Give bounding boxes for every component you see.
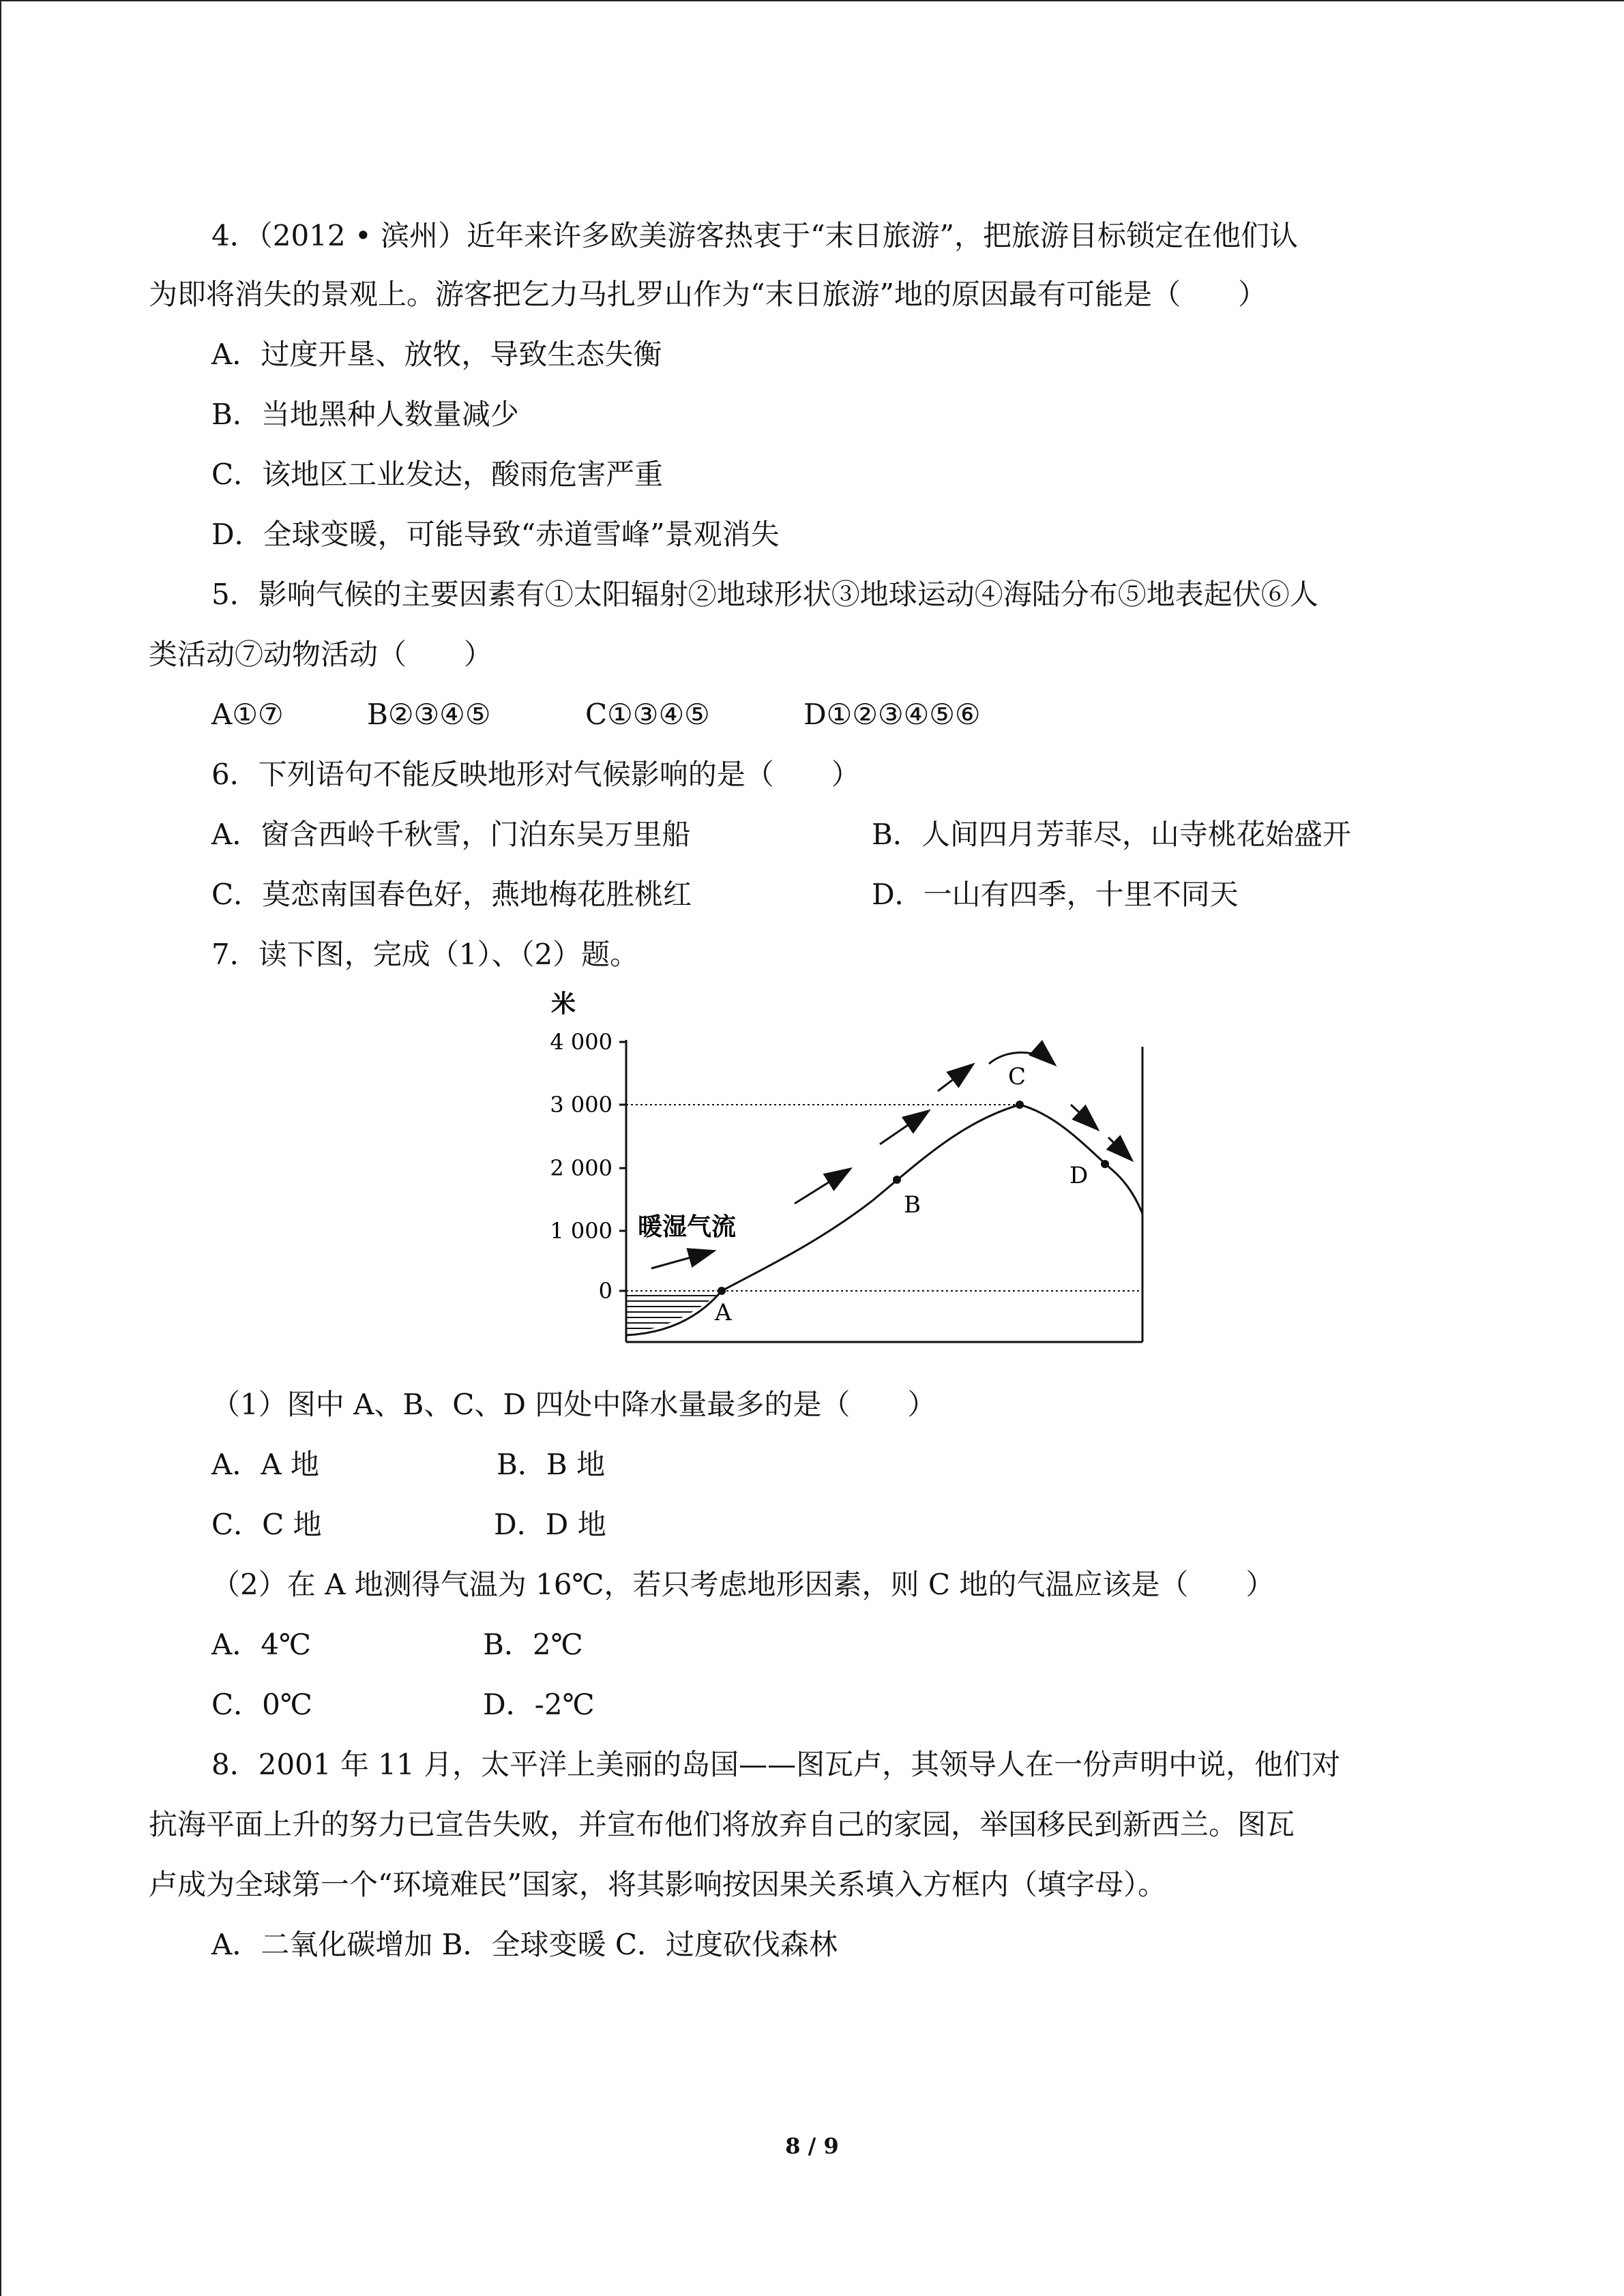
q7-sub2-stem: （2）在 A 地测得气温为 16℃，若只考虑地形因素，则 C 地的气温应该是（ ） xyxy=(211,1568,1275,1601)
q7-sub2-option-a: A．4℃ xyxy=(211,1628,312,1661)
q4-stem-line2: 为即将消失的景观上。游客把乞力马扎罗山作为“末日旅游”地的原因最有可能是（ ） xyxy=(149,278,1267,311)
q7-sub2-option-d: D．-2℃ xyxy=(483,1688,595,1721)
q8-options: A．二氧化碳增加 B．全球变暖 C．过度砍伐森林 xyxy=(211,1928,838,1961)
q4-option-b: B．当地黑种人数量减少 xyxy=(211,398,519,431)
y-tick-4000 xyxy=(550,1029,626,1055)
q6-option-c: C．莫恋南国春色好，燕地梅花胜桃红 xyxy=(211,878,692,911)
svg-text:3 000: 3 000 xyxy=(550,1092,612,1118)
q4-option-c: C．该地区工业发达，酸雨危害严重 xyxy=(211,458,664,491)
q4-stem-line1: 4．（2012 • 滨州）近年来许多欧美游客热衷于“末日旅游”，把旅游目标锁定在他们认 xyxy=(211,219,1299,252)
q7-sub1-option-d: D．D 地 xyxy=(494,1508,606,1541)
q6-option-a: A．窗含西岭千秋雪，门泊东吴万里船 xyxy=(211,818,691,851)
q6-option-d: D．一山有四季，十里不同天 xyxy=(872,878,1239,911)
sea-hatch xyxy=(626,1291,722,1333)
q7-sub1-option-b: B．B 地 xyxy=(497,1448,606,1481)
q7-sub2-option-b: B．2℃ xyxy=(483,1628,583,1661)
y-tick-1000 xyxy=(550,1218,626,1244)
q5-option-c: C①③④⑤ xyxy=(585,698,710,731)
y-tick-0 xyxy=(599,1278,626,1304)
q7-sub1-option-c: C．C 地 xyxy=(211,1508,322,1541)
q6-stem: 6．下列语句不能反映地形对气候影响的是（ ） xyxy=(211,758,860,791)
point-d-marker xyxy=(1101,1160,1109,1168)
q8-stem-line2: 抗海平面上升的努力已宣告失败，并宣布他们将放弃自己的家园，举国移民到新西兰。图瓦 xyxy=(149,1808,1295,1841)
terrain-airflow-figure xyxy=(518,982,1146,1350)
y-tick-3000 xyxy=(550,1092,626,1118)
svg-text:0: 0 xyxy=(598,1278,612,1304)
q6-option-b: B．人间四月芳菲尽，山寺桃花始盛开 xyxy=(872,818,1351,851)
q7-sub1-stem: （1）图中 A、B、C、D 四处中降水量最多的是（ ） xyxy=(211,1388,936,1421)
q7-sub1-option-a: A．A 地 xyxy=(211,1448,320,1481)
q7-sub2-option-c: C．0℃ xyxy=(211,1688,312,1721)
q5-stem-line2: 类活动⑦动物活动（ ） xyxy=(149,638,493,671)
q4-option-a: A．过度开垦、放牧，导致生态失衡 xyxy=(211,338,662,371)
point-c-label: C xyxy=(1008,1063,1027,1090)
airflow-label: 暖湿气流 xyxy=(638,1212,737,1241)
q8-stem-line3: 卢成为全球第一个“环境难民”国家，将其影响按因果关系填入方框内（填字母）。 xyxy=(149,1868,1166,1901)
svg-text:4 000: 4 000 xyxy=(550,1029,612,1055)
point-b-label: B xyxy=(904,1191,921,1219)
y-axis-unit: 米 xyxy=(551,989,576,1018)
point-c-marker xyxy=(1016,1101,1024,1109)
point-a-label: A xyxy=(715,1299,732,1326)
q5-stem-line1: 5．影响气候的主要因素有①太阳辐射②地球形状③地球运动④海陆分布⑤地表起伏⑥人 xyxy=(211,578,1318,611)
q4-option-d: D．全球变暖，可能导致“赤道雪峰”景观消失 xyxy=(211,518,780,551)
q8-stem-line1: 8．2001 年 11 月，太平洋上美丽的岛国——图瓦卢，其领导人在一份声明中说，他们对 xyxy=(211,1748,1341,1781)
svg-text:1 000: 1 000 xyxy=(550,1218,612,1244)
q7-stem: 7．读下图，完成（1）、（2）题。 xyxy=(211,938,639,971)
point-a-marker xyxy=(718,1287,726,1295)
point-d-label: D xyxy=(1069,1162,1089,1189)
q5-option-d: D①②③④⑤⑥ xyxy=(803,698,981,731)
svg-text:2 000: 2 000 xyxy=(550,1155,612,1181)
q5-option-b: B②③④⑤ xyxy=(367,698,491,731)
point-b-marker xyxy=(893,1176,901,1184)
page-number: 8 / 9 xyxy=(785,2133,839,2159)
q5-option-a: A①⑦ xyxy=(211,698,284,731)
y-tick-2000 xyxy=(550,1155,626,1181)
